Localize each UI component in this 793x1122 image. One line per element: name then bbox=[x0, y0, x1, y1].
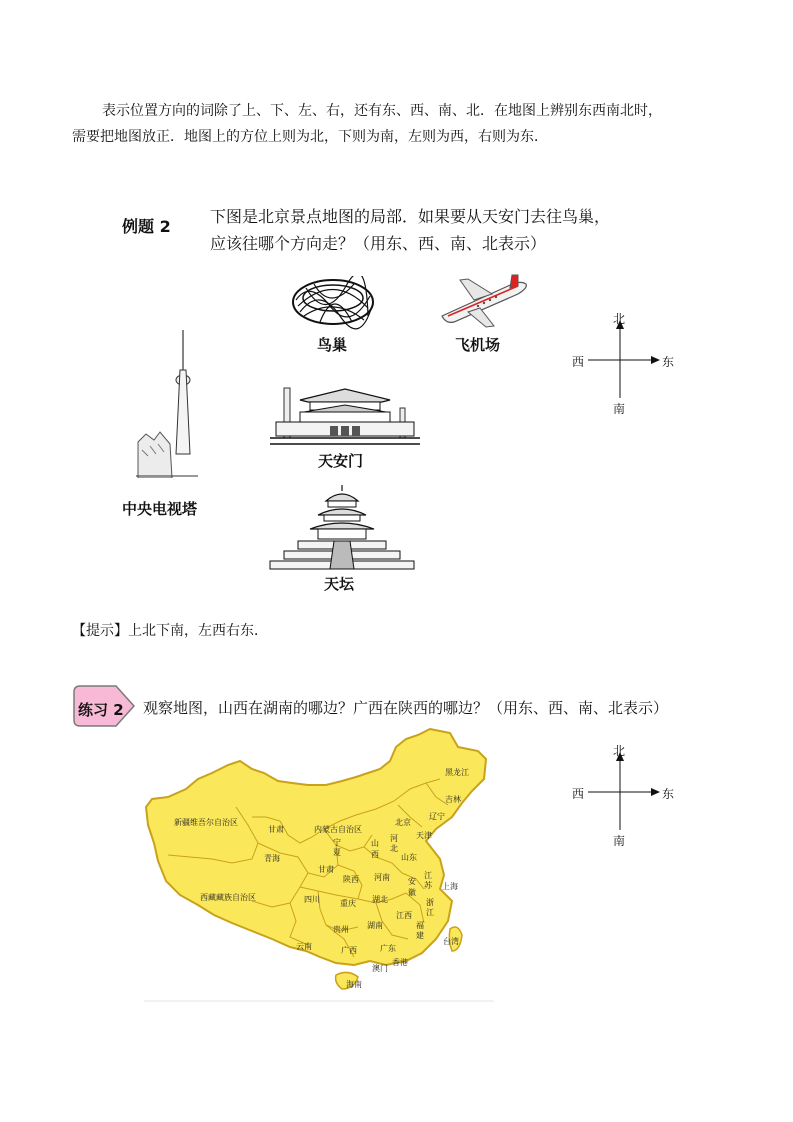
airplane-icon bbox=[438, 272, 530, 328]
province-hainan: 海南 bbox=[346, 980, 362, 989]
province-jiangsu-2: 苏 bbox=[424, 881, 432, 890]
hint-text: 【提示】上北下南，左西右东． bbox=[72, 623, 268, 639]
province-ningxia-1: 宁 bbox=[333, 838, 341, 847]
province-taiwan: 台湾 bbox=[443, 937, 459, 946]
cctv-tower-icon bbox=[136, 330, 198, 478]
intro-line-2: 需要把地图放正．地图上的方位上则为北，下则为南，左则为西，右则为东． bbox=[72, 129, 548, 145]
province-beijing: 北京 bbox=[395, 818, 411, 827]
example-question-line-1: 下图是北京景点地图的局部．如果要从天安门去往鸟巢， bbox=[210, 207, 611, 226]
province-shanghai: 上海 bbox=[442, 882, 458, 891]
temple-of-heaven-label: 天坛 bbox=[324, 575, 355, 593]
compass-2-east-label: 东 bbox=[662, 787, 675, 801]
province-shanxi-2: 西 bbox=[371, 850, 379, 859]
compass-rose-2 bbox=[570, 744, 680, 848]
province-hebei-1: 河 bbox=[390, 834, 398, 843]
province-xizang: 西藏藏族自治区 bbox=[200, 893, 256, 902]
province-yunnan: 云南 bbox=[296, 942, 312, 951]
tiananmen-icon bbox=[270, 386, 420, 448]
province-neimenggu: 内蒙古自治区 bbox=[314, 825, 362, 834]
province-hongkong: 香港 bbox=[392, 958, 408, 967]
province-chongqing: 重庆 bbox=[340, 899, 356, 908]
province-guangdong: 广东 bbox=[380, 944, 396, 953]
province-hubei: 湖北 bbox=[372, 895, 388, 904]
province-guangxi: 广西 bbox=[341, 946, 357, 955]
province-jiangxi: 江西 bbox=[396, 911, 412, 920]
compass-1-east-label: 东 bbox=[662, 355, 675, 369]
province-heilongjiang: 黑龙江 bbox=[445, 768, 469, 777]
province-ningxia-2: 夏 bbox=[333, 848, 341, 857]
temple-of-heaven-landmark bbox=[268, 485, 416, 593]
province-shanxi-1: 山 bbox=[371, 839, 379, 848]
province-hebei-2: 北 bbox=[390, 844, 398, 853]
airport-label: 飞机场 bbox=[455, 336, 501, 354]
china-map bbox=[140, 725, 500, 1005]
province-jiangsu-1: 江 bbox=[424, 871, 432, 880]
province-gansu: 甘肃 bbox=[268, 825, 284, 834]
province-fujian-1: 福 bbox=[416, 921, 424, 930]
province-liaoning: 辽宁 bbox=[429, 812, 445, 821]
birds-nest-label: 鸟巢 bbox=[317, 336, 348, 354]
airport-landmark bbox=[438, 272, 530, 354]
compass-1-south-label: 南 bbox=[613, 402, 626, 416]
province-jilin: 吉林 bbox=[445, 795, 461, 804]
compass-2-south-label: 南 bbox=[613, 834, 626, 848]
intro-line-1: 表示位置方向的词除了上、下、左、右，还有东、西、南、北．在地图上辨别东西南北时， bbox=[102, 103, 662, 119]
province-fujian-2: 建 bbox=[416, 931, 424, 940]
compass-2-west-label: 西 bbox=[572, 787, 585, 801]
birds-nest-icon bbox=[290, 276, 376, 330]
province-anhui-2: 徽 bbox=[408, 888, 416, 897]
province-gansu-2: 甘肃 bbox=[318, 865, 334, 874]
temple-of-heaven-icon bbox=[268, 485, 416, 573]
example-question-line-2: 应该往哪个方向走？（用东、西、南、北表示） bbox=[210, 234, 547, 253]
compass-1-west-label: 西 bbox=[572, 355, 585, 369]
example-label: 例题 2 bbox=[122, 217, 171, 236]
province-zhejiang-2: 江 bbox=[426, 908, 434, 917]
province-henan: 河南 bbox=[374, 873, 390, 882]
province-sichuan: 四川 bbox=[304, 895, 320, 904]
tiananmen-landmark bbox=[270, 386, 420, 470]
birds-nest-landmark bbox=[290, 276, 376, 354]
compass-1-north-label: 北 bbox=[613, 312, 626, 326]
province-tianjin: 天津 bbox=[416, 831, 432, 840]
province-shandong: 山东 bbox=[401, 853, 417, 862]
example-question bbox=[210, 203, 690, 257]
province-macau: 澳门 bbox=[372, 964, 388, 973]
province-xinjiang: 新疆维吾尔自治区 bbox=[174, 818, 238, 827]
intro-paragraph bbox=[72, 98, 732, 150]
province-shaanxi: 陕西 bbox=[343, 875, 359, 884]
practice-question: 观察地图，山西在湖南的哪边？广西在陕西的哪边？（用东、西、南、北表示） bbox=[143, 699, 669, 717]
china-mainland-shape bbox=[146, 729, 486, 965]
compass-2-north-label: 北 bbox=[613, 744, 626, 758]
province-zhejiang-1: 浙 bbox=[426, 898, 434, 907]
province-guizhou: 贵州 bbox=[333, 925, 349, 934]
practice-label: 练习 2 bbox=[78, 701, 124, 719]
province-qinghai: 青海 bbox=[264, 854, 280, 863]
province-hunan: 湖南 bbox=[367, 921, 383, 930]
cctv-tower-label: 中央电视塔 bbox=[122, 500, 198, 518]
cctv-tower-landmark bbox=[122, 330, 198, 518]
province-anhui-1: 安 bbox=[408, 877, 416, 886]
tiananmen-label: 天安门 bbox=[318, 452, 364, 470]
compass-rose-1 bbox=[570, 312, 680, 416]
